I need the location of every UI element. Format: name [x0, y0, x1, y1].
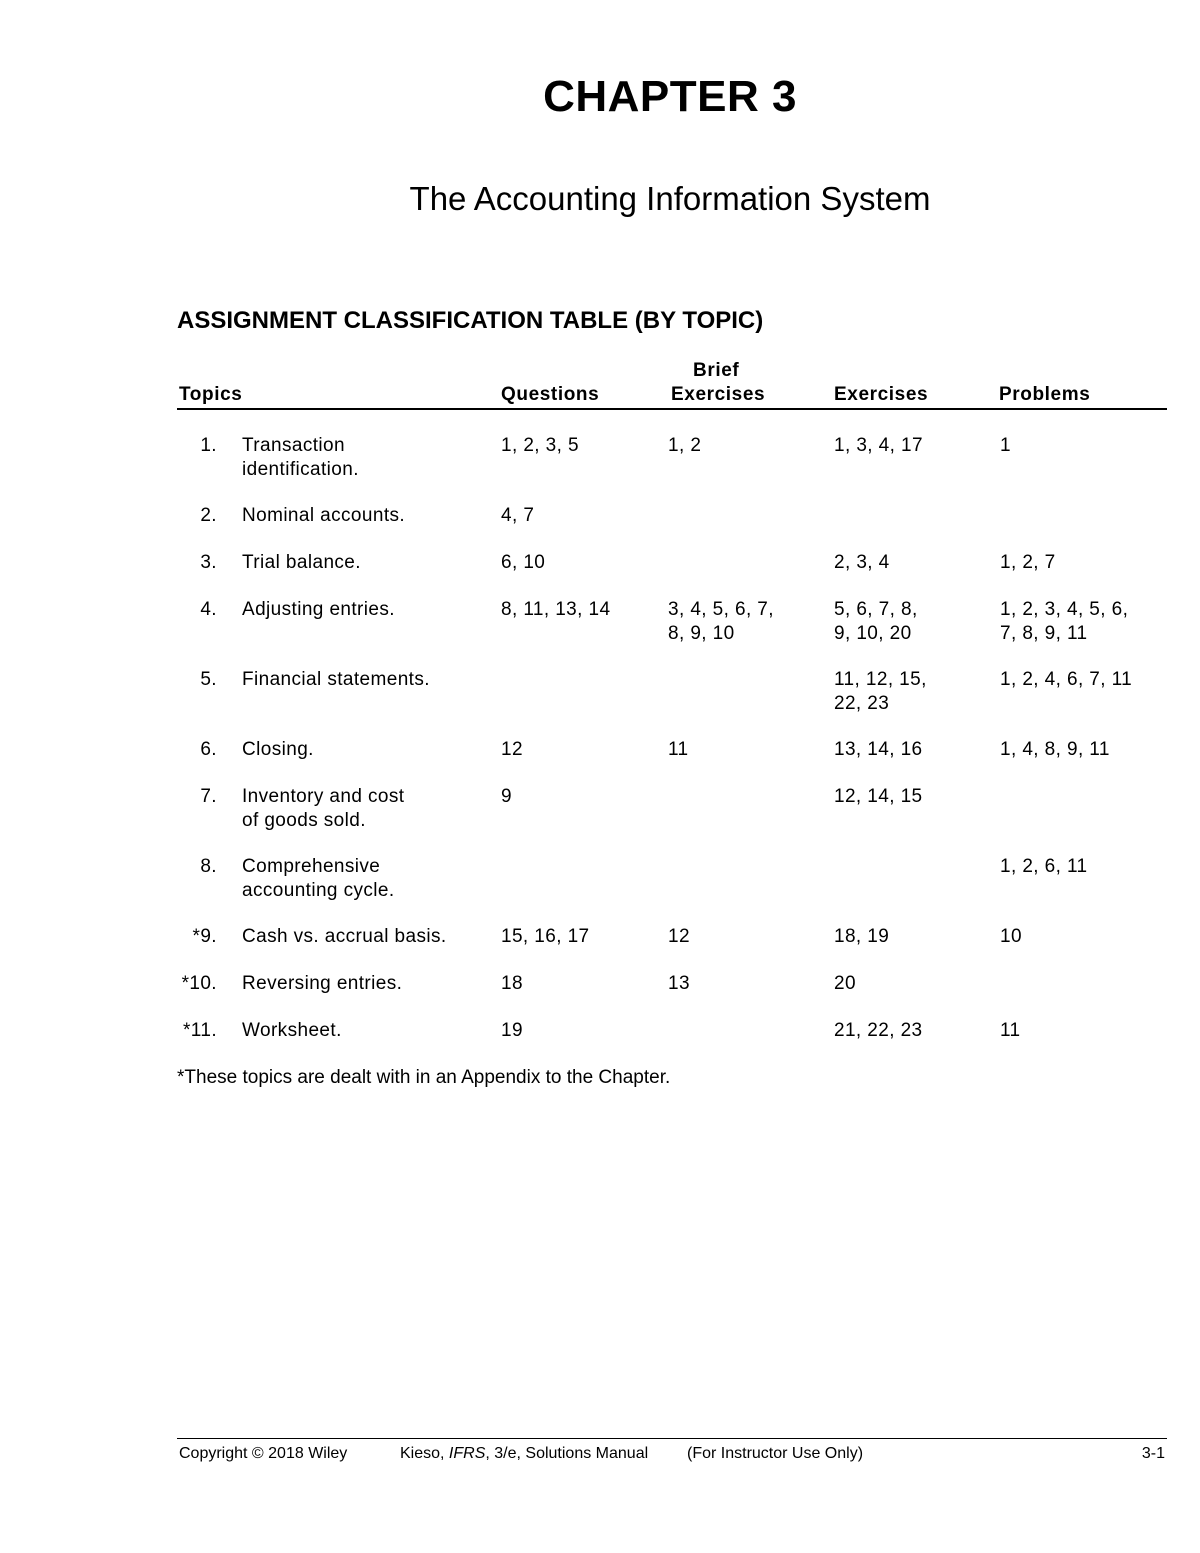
row-number: *10.	[181, 973, 217, 994]
row-problems: 1, 2, 3, 4, 5, 6, 7, 8, 9, 11	[1000, 599, 1129, 644]
row-number: *11.	[183, 1020, 217, 1041]
row-problems: 10	[1000, 926, 1022, 947]
row-exercises: 12, 14, 15	[834, 786, 923, 807]
table-row	[177, 855, 1167, 925]
assignment-classification-table	[177, 355, 1167, 1066]
row-questions: 8, 11, 13, 14	[501, 599, 611, 620]
row-exercises: 21, 22, 23	[834, 1020, 923, 1041]
row-brief-exercises: 13	[668, 973, 690, 994]
column-header-topics: Topics	[179, 384, 243, 405]
table-row	[177, 1019, 1167, 1066]
table-row	[177, 504, 1167, 551]
row-number: 4.	[200, 599, 217, 620]
row-number: 3.	[200, 552, 217, 573]
row-topic: Worksheet.	[242, 1020, 342, 1041]
column-header-exercises: Exercises	[834, 384, 929, 405]
section-heading: ASSIGNMENT CLASSIFICATION TABLE (BY TOPIC)	[177, 307, 764, 334]
row-exercises: 2, 3, 4	[834, 552, 890, 573]
row-problems: 11	[1000, 1020, 1021, 1041]
row-exercises: 5, 6, 7, 8, 9, 10, 20	[834, 599, 918, 644]
row-brief-exercises: 3, 4, 5, 6, 7, 8, 9, 10	[668, 599, 774, 644]
footnote: *These topics are dealt with in an Appendix to the Chapter.	[177, 1067, 671, 1088]
row-topic: Financial statements.	[242, 669, 430, 690]
table-row	[177, 785, 1167, 855]
row-topic: Inventory and cost of goods sold.	[242, 786, 405, 831]
table-row	[177, 668, 1167, 738]
row-problems: 1, 2, 4, 6, 7, 11	[1000, 669, 1133, 690]
row-questions: 18	[501, 973, 523, 994]
footer-book-reference: Kieso, IFRS, 3/e, Solutions Manual	[400, 1445, 649, 1462]
footer-page-number: 3-1	[1141, 1445, 1165, 1462]
row-questions: 6, 10	[501, 552, 546, 573]
column-header-questions: Questions	[501, 384, 600, 405]
table-body	[177, 434, 1167, 1066]
row-number: 6.	[200, 739, 217, 760]
table-row	[177, 551, 1167, 598]
row-exercises: 20	[834, 973, 856, 994]
table-row	[177, 925, 1167, 972]
chapter-subtitle: The Accounting Information System	[409, 180, 931, 217]
row-brief-exercises: 12	[668, 926, 690, 947]
row-topic: Adjusting entries.	[242, 599, 395, 620]
row-questions: 19	[501, 1020, 523, 1041]
table-row	[177, 738, 1167, 785]
row-topic: Closing.	[242, 739, 314, 760]
footer-copyright: Copyright © 2018 Wiley	[179, 1445, 348, 1462]
chapter-title: CHAPTER 3	[543, 72, 797, 121]
row-questions: 9	[501, 786, 512, 807]
column-header-brief-line2: Exercises	[671, 384, 766, 405]
row-questions: 12	[501, 739, 523, 760]
page-footer	[177, 1438, 1167, 1469]
row-problems: 1, 4, 8, 9, 11	[1000, 739, 1110, 760]
row-number: 8.	[200, 856, 217, 877]
footer-instructor-note: (For Instructor Use Only)	[687, 1445, 864, 1462]
column-header-brief-line1: Brief	[693, 360, 740, 381]
row-problems: 1, 2, 7	[1000, 552, 1056, 573]
row-topic: Cash vs. accrual basis.	[242, 926, 447, 947]
row-brief-exercises: 11	[668, 739, 689, 760]
row-number: 1.	[200, 435, 217, 456]
table-row	[177, 434, 1167, 504]
row-exercises: 18, 19	[834, 926, 890, 947]
row-topic: Comprehensive accounting cycle.	[242, 856, 395, 901]
row-number: *9.	[192, 926, 217, 947]
row-exercises: 11, 12, 15, 22, 23	[834, 669, 927, 714]
row-topic: Transaction identification.	[242, 435, 359, 480]
row-questions: 4, 7	[501, 505, 535, 526]
row-problems: 1, 2, 6, 11	[1000, 856, 1088, 877]
row-exercises: 1, 3, 4, 17	[834, 435, 923, 456]
row-questions: 1, 2, 3, 5	[501, 435, 579, 456]
row-number: 5.	[200, 669, 217, 690]
row-topic: Reversing entries.	[242, 973, 403, 994]
row-brief-exercises: 1, 2	[668, 435, 702, 456]
table-row	[177, 598, 1167, 668]
row-topic: Nominal accounts.	[242, 505, 406, 526]
table-row	[177, 972, 1167, 1019]
row-number: 7.	[200, 786, 217, 807]
table-header	[177, 355, 1167, 410]
row-questions: 15, 16, 17	[501, 926, 590, 947]
column-header-problems: Problems	[999, 384, 1091, 405]
row-topic: Trial balance.	[242, 552, 361, 573]
row-number: 2.	[200, 505, 217, 526]
row-exercises: 13, 14, 16	[834, 739, 923, 760]
row-problems: 1	[1000, 435, 1011, 456]
